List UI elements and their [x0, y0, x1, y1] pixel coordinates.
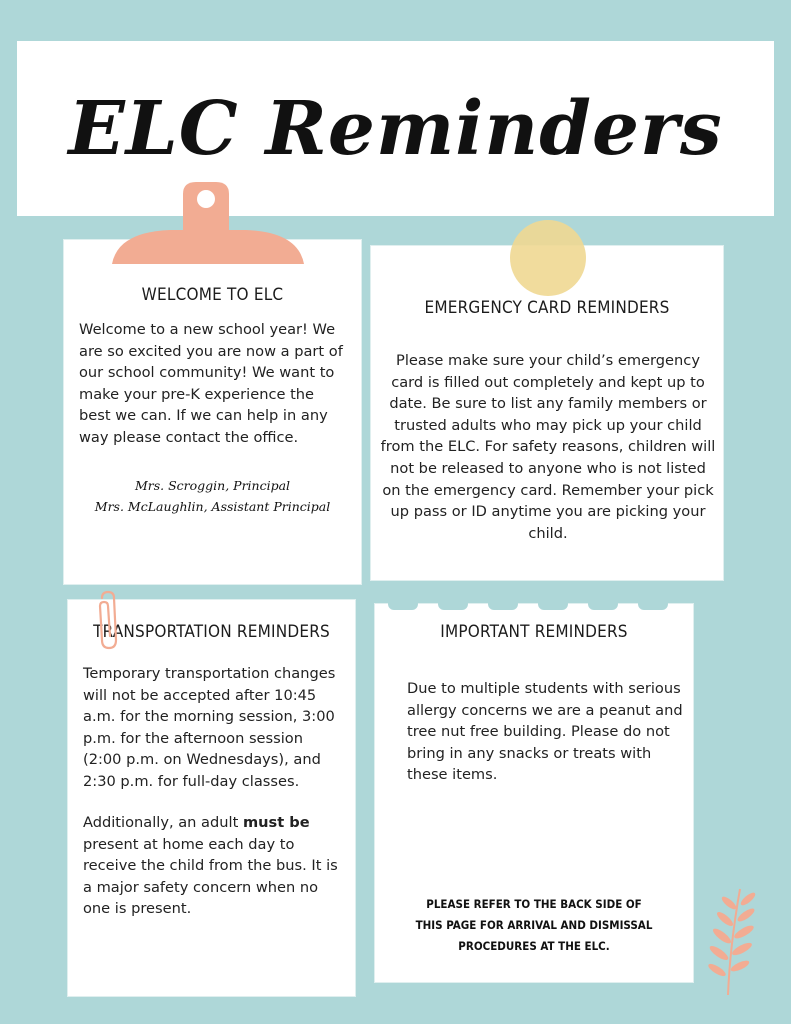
pushpin-icon [508, 218, 588, 298]
paperclip-icon [92, 590, 126, 652]
arrival-dismissal-note: PLEASE REFER TO THE BACK SIDE OF THIS PAGE FOR ARRIVAL AND DISMISSAL PROCEDURES AT THE ELC. [415, 897, 653, 953]
transportation-card [68, 600, 355, 996]
fern-leaf-icon [700, 885, 760, 997]
assistant-principal-signature: Mrs. McLaughlin, Assistant Principal [94, 499, 331, 514]
important-body: Due to multiple students with serious allergy concerns we are a peanut and tree nut free building. Please do not bring in any snacks or treats with these items. [407, 680, 683, 784]
clipboard-clip-icon [110, 180, 306, 268]
transportation-p2-bold: must be [242, 814, 310, 831]
principal-signature: Mrs. Scroggin, Principal [134, 478, 291, 493]
welcome-heading: WELCOME TO ELC [141, 285, 284, 305]
welcome-body: Welcome to a new school year! We are so excited you are now a part of our school community! We want to make your pre-K experience the best we can. If we can help in any way please contact the office. [79, 321, 343, 446]
transportation-paragraph-1: Temporary transportation changes will not be accepted after 10:45 a.m. for the morning session, 3:00 p.m. for the afternoon session (2:00 p.m. on Wednesdays), and 2:30 p.m. for full-day classes. [83, 665, 336, 790]
important-heading: IMPORTANT REMINDERS [440, 622, 628, 642]
emergency-body: Please make sure your child’s emergency card is filled out completely and kept up to date. Be sure to list any family members or trusted adults who may pick up your child from the ELC. For safety reasons, children will not be released to anyone who is not listed on the emergency card. Remember your pick up pass or ID anytime you are picking your child. [380, 352, 716, 542]
welcome-card [64, 240, 361, 584]
transportation-p2-after: present at home each day to receive the child from the bus. It is a major safety concern when no one is present. [83, 835, 338, 918]
transportation-paragraph-2 [83, 812, 345, 920]
transportation-p2-before: Additionally, an adult [83, 814, 243, 831]
emergency-heading: EMERGENCY CARD REMINDERS [424, 298, 670, 318]
transportation-heading: TRANSPORTATION REMINDERS [93, 622, 330, 642]
important-card [375, 604, 693, 982]
page-title: ELC Reminders [68, 85, 723, 172]
binder-tabs-decoration [388, 598, 688, 612]
